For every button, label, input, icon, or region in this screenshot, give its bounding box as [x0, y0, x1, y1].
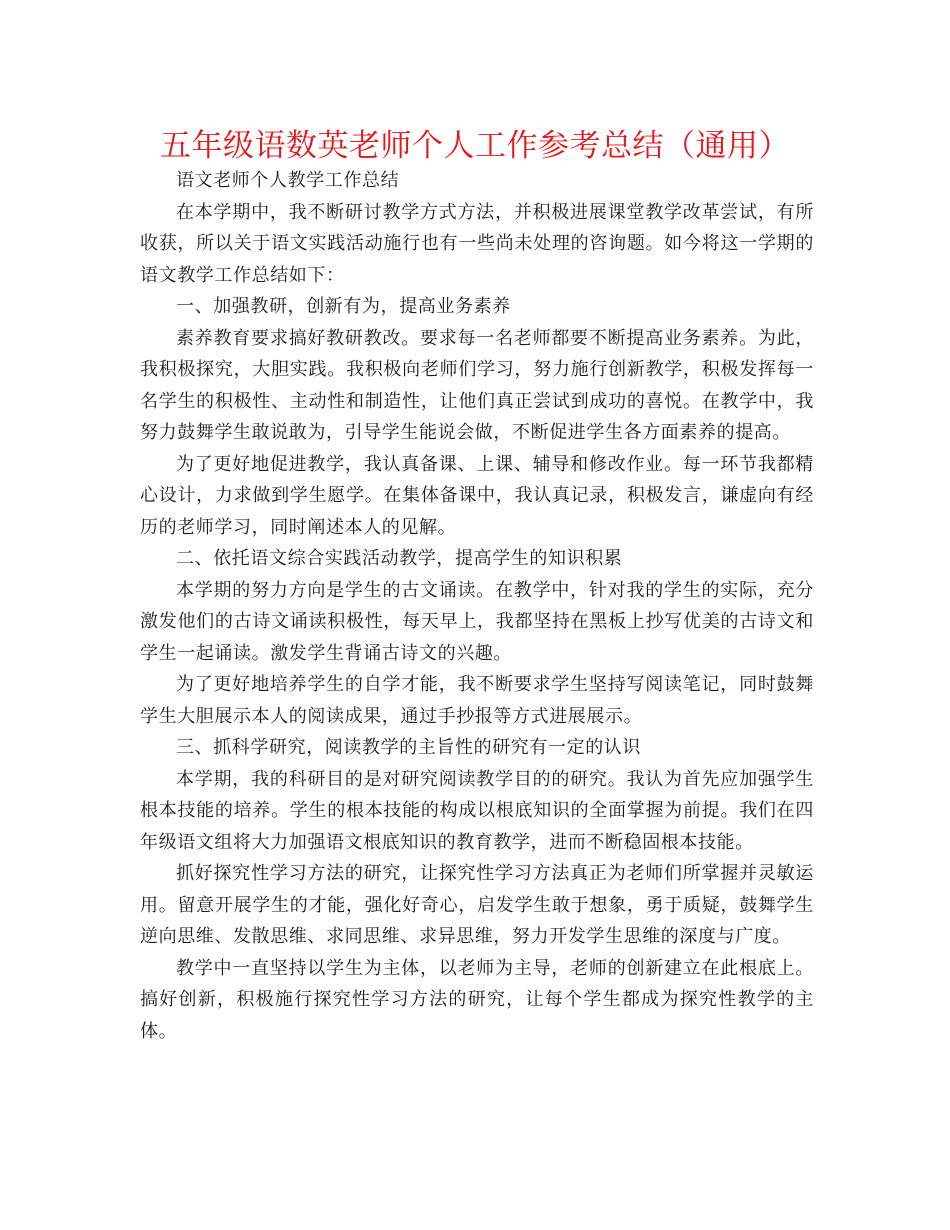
document-body [140, 165, 814, 1047]
paragraph: 本学期的努力方向是学生的古文诵读。在教学中，针对我的学生的实际，充分激发他们的古诗文诵读积极性，每天早上，我都坚持在黑板上抄写优美的古诗文和学生一起诵读。激发学生背诵古诗文的兴趣。 [140, 579, 814, 664]
paragraph: 为了更好地促进教学，我认真备课、上课、辅导和修改作业。每一环节我都精心设计，力求做到学生愿学。在集体备课中，我认真记录，积极发言，谦虚向有经历的老师学习，同时阐述本人的见解。 [140, 453, 814, 538]
paragraph: 在本学期中，我不断研讨教学方式方法，并积极进展课堂教学改革尝试，有所收获，所以关于语文实践活动施行也有一些尚未处理的咨询题。如今将这一学期的语文教学工作总结如下： [140, 201, 814, 286]
section-heading: 二、依托语文综合实践活动教学，提高学生的知识积累 [176, 548, 623, 569]
paragraph-subtitle: 语文老师个人教学工作总结 [176, 170, 400, 191]
paragraph: 教学中一直坚持以学生为主体，以老师为主导，老师的创新建立在此根底上。搞好创新，积极施行探究性学习方法的研究，让每个学生都成为探究性教学的主体。 [140, 957, 814, 1042]
paragraph: 为了更好地培养学生的自学才能，我不断要求学生坚持写阅读笔记，同时鼓舞学生大胆展示本人的阅读成果，通过手抄报等方式进展展示。 [140, 674, 814, 727]
section-heading: 一、加强教研，创新有为，提高业务素养 [176, 296, 511, 317]
paragraph: 素养教育要求搞好教研教改。要求每一名老师都要不断提高业务素养。为此，我积极探究，大胆实践。我积极向老师们学习，努力施行创新教学，积极发挥每一名学生的积极性、主动性和制造性，让他们真正尝试到成功的喜悦。在教学中，我努力鼓舞学生敢说敢为，引导学生能说会做，不断促进学生各方面素养的提高。 [140, 327, 814, 443]
document-title: 五年级语数英老师个人工作参考总结（通用） [160, 128, 790, 164]
section-heading: 三、抓科学研究，阅读教学的主旨性的研究有一定的认识 [176, 737, 641, 758]
paragraph: 抓好探究性学习方法的研究，让探究性学习方法真正为老师们所掌握并灵敏运用。留意开展学生的才能，强化好奇心，启发学生敢于想象，勇于质疑，鼓舞学生逆向思维、发散思维、求同思维、求异思维，努力开发学生思维的深度与广度。 [140, 863, 814, 947]
paragraph: 本学期，我的科研目的是对研究阅读教学目的的研究。我认为首先应加强学生根本技能的培养。学生的根本技能的构成以根底知识的全面掌握为前提。我们在四年级语文组将大力加强语文根底知识的教育教学，进而不断稳固根本技能。 [140, 768, 814, 853]
